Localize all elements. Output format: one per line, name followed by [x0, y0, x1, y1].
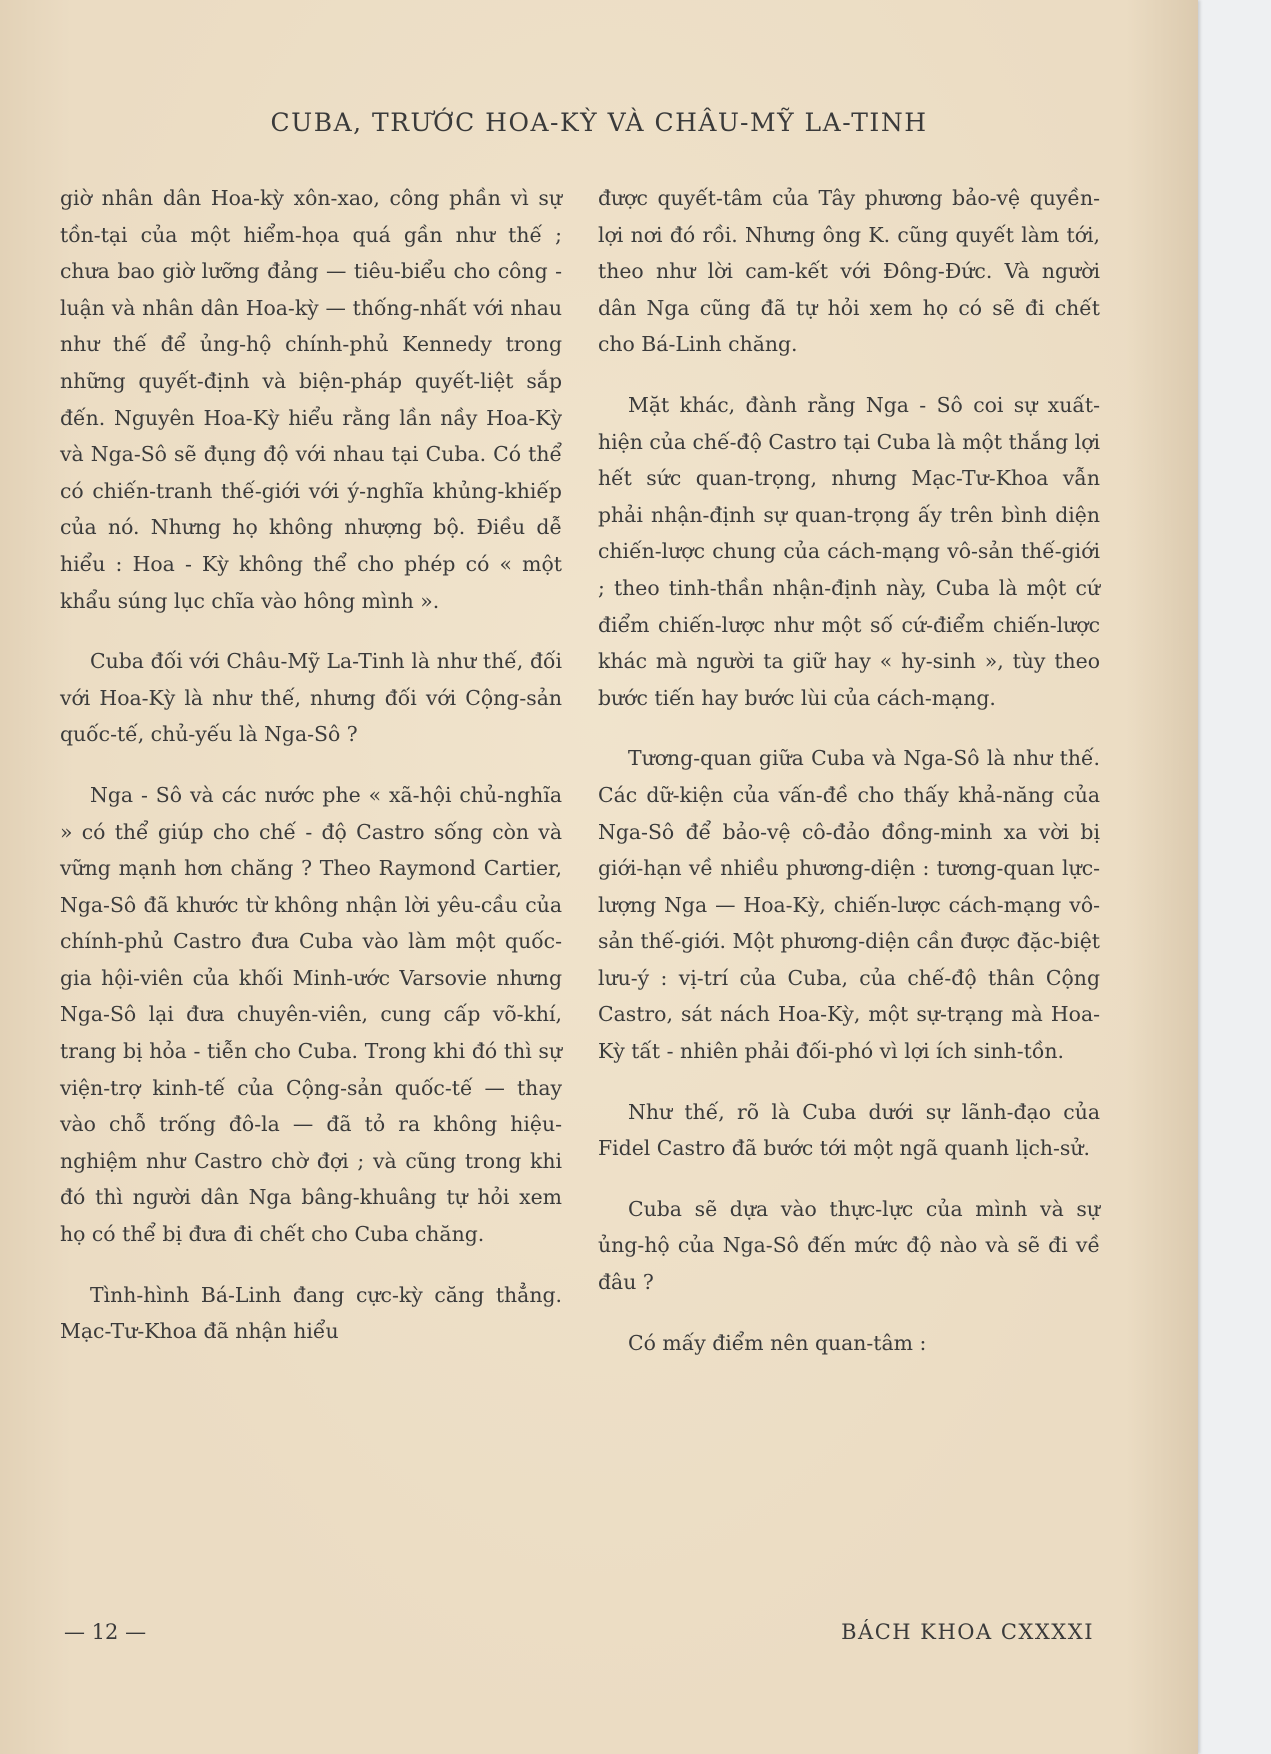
page-number: — 12 — — [64, 1620, 147, 1644]
publication-name: BÁCH KHOA CXXXXI — [841, 1620, 1094, 1644]
right-column — [598, 180, 1100, 1385]
paragraph: Tình-hình Bá-Linh đang cực-kỳ căng thẳng. Mạc-Tư-Khoa đã nhận hiểu — [60, 1282, 562, 1344]
paragraph: Cuba sẽ dựa vào thực-lực của mình và sự ủng-hộ của Nga-Sô đến mức độ nào và sẽ đi về đâu ? — [598, 1196, 1100, 1295]
paragraph: Có mấy điểm nên quan-tâm : — [628, 1330, 927, 1355]
paragraph: Nga - Sô và các nước phe « xã-hội chủ-nghĩa » có thể giúp cho chế - độ Castro sống còn và vững mạnh hơn chăng ? Theo Raymond Cartier, Nga-Sô đã khước từ không nhận lời yêu-cầu của chính-phủ Castro đưa Cuba vào làm một quốc-gia hội-viên của khối Minh-ước Varsovie nhưng Nga-Sô lại đưa chuyên-viên, cung cấp võ-khí, trang bị hỏa - tiễn cho Cuba. Trong khi đó thì sự viện-trợ kinh-tế của Cộng-sản quốc-tế — thay vào chỗ trống đô-la — đã tỏ ra không hiệu-nghiệm như Castro chờ đợi ; và cũng trong khi đó thì người dân Nga bâng-khuâng tự hỏi xem họ có thể bị đưa đi chết cho Cuba chăng. — [60, 782, 562, 1247]
left-column — [60, 180, 562, 1374]
running-header: CUBA, TRƯỚC HOA-KỲ VÀ CHÂU-MỸ LA-TINH — [270, 108, 928, 137]
paragraph: Cuba đối với Châu-Mỹ La-Tinh là như thế, đối với Hoa-Kỳ là như thế, nhưng đối với Cộng-sản quốc-tế, chủ-yếu là Nga-Sô ? — [60, 649, 562, 747]
paragraph: được quyết-tâm của Tây phương bảo-vệ quyền-lợi nơi đó rồi. Nhưng ông K. cũng quyết làm tới, theo như lời cam-kết với Đông-Đức. Và người dân Nga cũng đã tự hỏi xem họ có sẽ đi chết cho Bá-Linh chăng. — [598, 186, 1100, 357]
paragraph: Tương-quan giữa Cuba và Nga-Sô là như thế. Các dữ-kiện của vấn-đề cho thấy khả-năng của Nga-Sô để bảo-vệ cô-đảo đồng-minh xa vời bị giới-hạn về nhiều phương-diện : tương-quan lực-lượng Nga — Hoa-Kỳ, chiến-lược cách-mạng vô-sản thế-giới. Một phương-diện cần được đặc-biệt lưu-ý : vị-trí của Cuba, của chế-độ thân Cộng Castro, sát nách Hoa-Kỳ, một sự-trạng mà Hoa-Kỳ tất - nhiên phải đối-phó vì lợi ích sinh-tồn. — [598, 746, 1100, 1064]
paragraph: giờ nhân dân Hoa-kỳ xôn-xao, công phần vì sự tồn-tại của một hiểm-họa quá gần như thế ; chưa bao giờ lưỡng đảng — tiêu-biểu cho công - luận và nhân dân Hoa-kỳ — thống-nhất với nhau như thế để ủng-hộ chính-phủ Kennedy trong những quyết-định và biện-pháp quyết-liệt sắp đến. Nguyên Hoa-Kỳ hiểu rằng lần nầy Hoa-Kỳ và Nga-Sô sẽ đụng độ với nhau tại Cuba. Có thể có chiến-tranh thế-giới với ý-nghĩa khủng-khiếp của nó. Nhưng họ không nhượng bộ. Điều dễ hiểu : Hoa - Kỳ không thể cho phép có « một khẩu súng lục chĩa vào hông mình ». — [60, 186, 562, 613]
paragraph: Mặt khác, đành rằng Nga - Sô coi sự xuất-hiện của chế-độ Castro tại Cuba là một thắng lợi hết sức quan-trọng, nhưng Mạc-Tư-Khoa vẫn phải nhận-định sự quan-trọng ấy trên bình diện chiến-lược chung của cách-mạng vô-sản thế-giới ; theo tinh-thần nhận-định này, Cuba là một cứ điểm chiến-lược như một số cứ-điểm chiến-lược khác mà người ta giữ hay « hy-sinh », tùy theo bước tiến hay bước lùi của cách-mạng. — [598, 392, 1100, 710]
paragraph: Như thế, rõ là Cuba dưới sự lãnh-đạo của Fidel Castro đã bước tới một ngã quanh lịch-sử. — [598, 1099, 1100, 1161]
